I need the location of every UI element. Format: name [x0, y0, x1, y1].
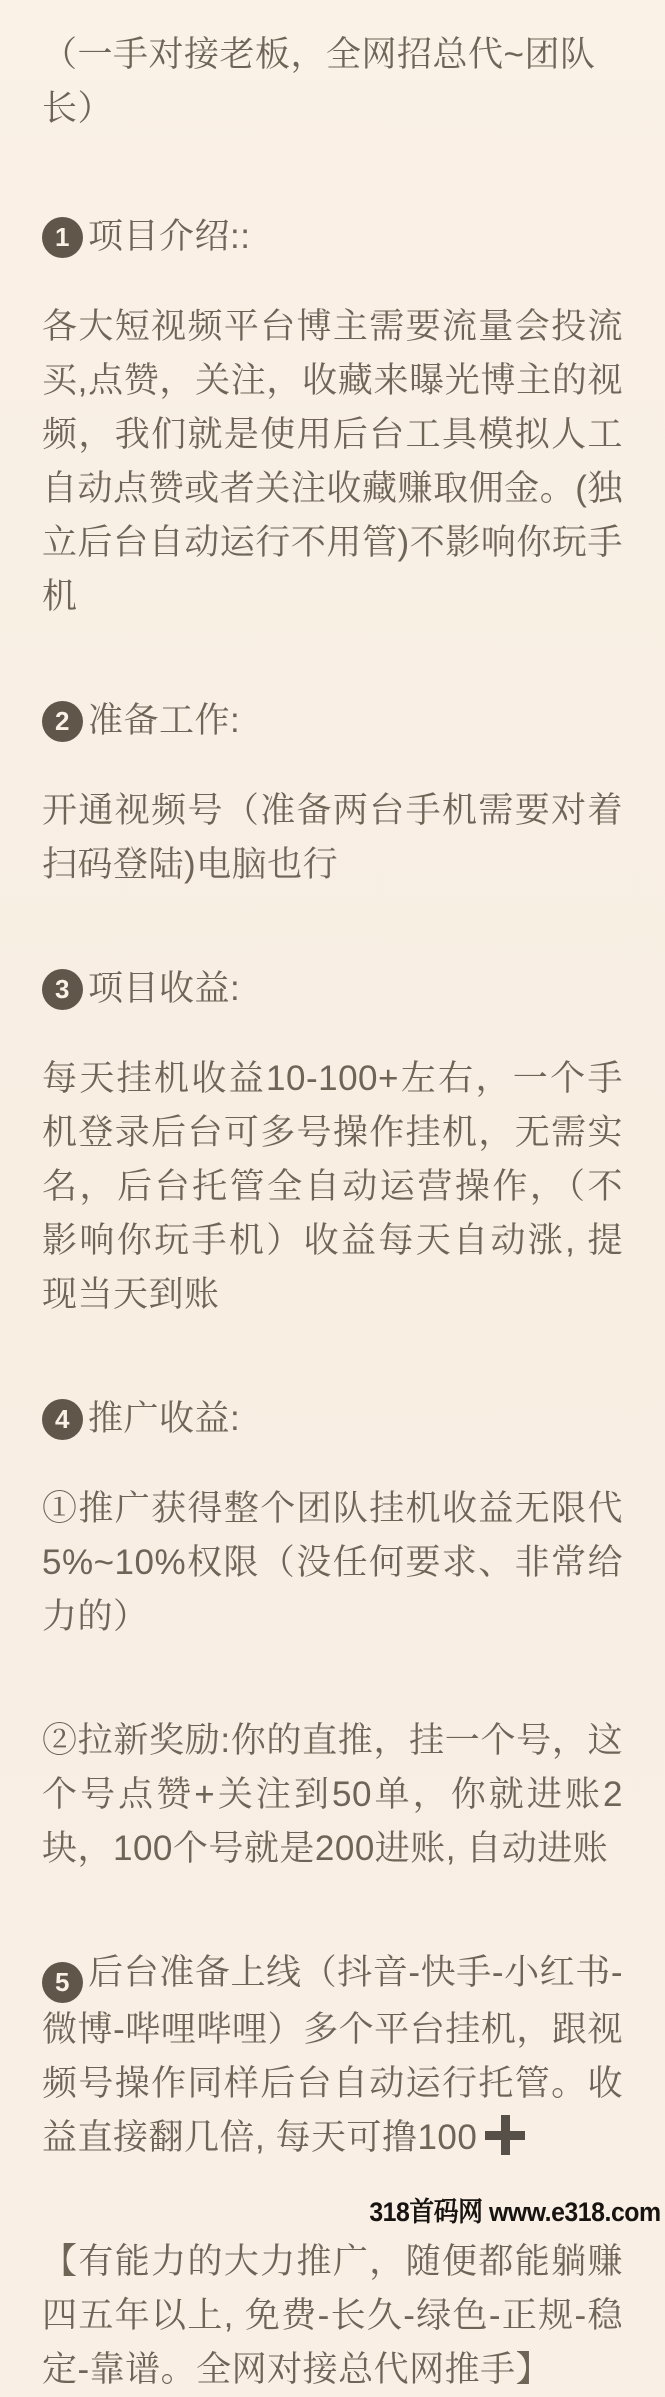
section-1-title: 项目介绍::	[88, 217, 251, 256]
page-title: （一手对接老板，全网招总代~团队长）	[42, 35, 596, 128]
section-2-number-badge: 2	[42, 701, 83, 742]
section-5-number-badge: 5	[42, 1962, 83, 2003]
section-5-paragraph	[42, 1946, 623, 2165]
section-5-text: 后台准备上线（抖音-快手-小红书-微博-哔哩哔哩）多个平台挂机，跟视频号操作同样后台自动运行托管。收益直接翻几倍, 每天可撸100	[42, 1953, 623, 2157]
section-3-heading	[42, 962, 623, 1016]
section-1-number-badge: 1	[42, 217, 83, 258]
section-2-title: 准备工作:	[88, 701, 241, 740]
watermark: 318首码网 www.e318.com	[369, 2197, 661, 2227]
section-3-number-badge: 3	[42, 969, 83, 1010]
section-4-paragraph-referral: ②拉新奖励:你的直推，挂一个号，这个号点赞+关注到50单，你就进账2块，100个号就是200进账, 自动进账	[42, 1721, 623, 1868]
section-3-paragraph: 每天挂机收益10-100+左右，一个手机登录后台可多号操作挂机，无需实名，后台托管全自动运营操作，（不影响你玩手机）收益每天自动涨, 提现当天到账	[42, 1059, 623, 1314]
section-4-number-badge: 4	[42, 1399, 83, 1440]
section-4-heading	[42, 1392, 623, 1446]
heavy-plus-icon	[485, 2115, 525, 2155]
footer-note: 【有能力的大力推广，随便都能躺赚四五年以上, 免费-长久-绿色-正规-稳定-靠谱。全网对接总代网推手】	[42, 2241, 623, 2389]
section-2-paragraph: 开通视频号（准备两台手机需要对着扫码登陆)电脑也行	[42, 791, 623, 884]
section-2-heading	[42, 694, 623, 748]
section-1-paragraph: 各大短视频平台博主需要流量会投流买,点赞，关注，收藏来曝光博主的视频，我们就是使用后台工具模拟人工自动点赞或者关注收藏赚取佣金。(独立后台自动运行不用管)不影响你玩手机	[42, 307, 623, 616]
section-4-paragraph-promo: ①推广获得整个团队挂机收益无限代5%~10%权限（没任何要求、非常给力的）	[42, 1489, 623, 1636]
section-4-title: 推广收益:	[88, 1399, 241, 1438]
section-1-heading	[42, 210, 623, 264]
section-3-title: 项目收益:	[88, 969, 241, 1008]
